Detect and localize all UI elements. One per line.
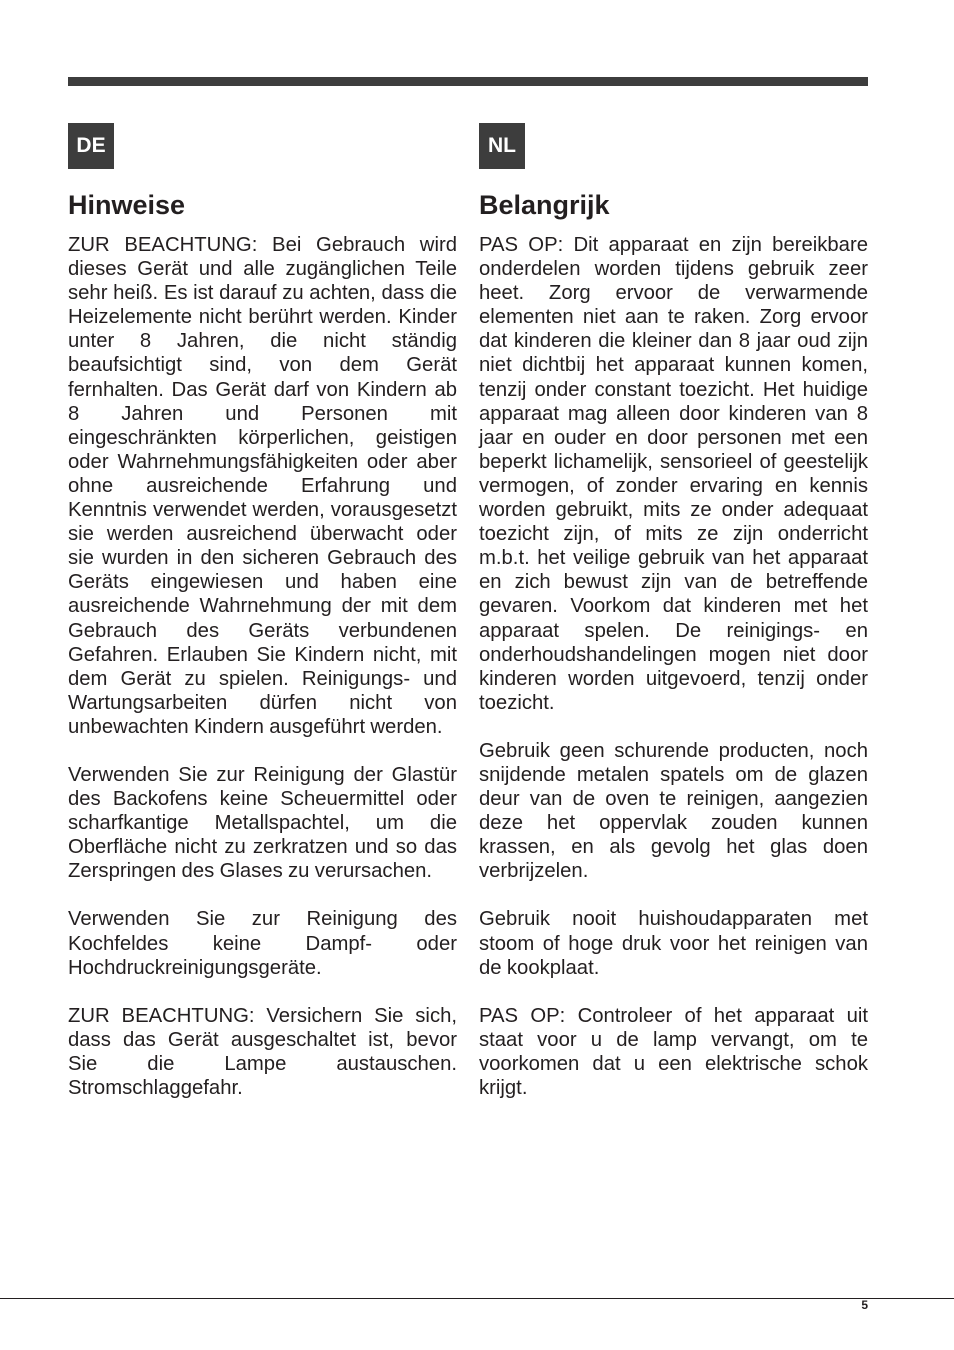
paragraph-de-warning: ZUR BEACHTUNG: Bei Gebrauch wird dieses Gerät und alle zugänglichen Teile sehr heiß. Es ist darauf zu achten, dass die Heizelemente nicht berührt werden. Kinder unter 8 Jahren, die nicht ständig beaufsichtigt sind, von dem Gerät fernhalten. Das Gerät darf von Kindern ab 8 Jahren und Personen mit eingeschränkten körperlichen, geistigen oder Wahrnehmungsfähigkeiten oder aber ohne ausreichende Erfahrung und Kenntnis verwendet werden, vorausgesetzt sie werden ausreichend überwacht oder sie wurden in den sicheren Gebrauch des Geräts eingewiesen und haben eine ausreichende Wahrnehmung der mit dem Gebrauch des Geräts verbundenen Gefahren. Erlauben Sie Kindern nicht, mit dem Gerät zu spielen. Reinigungs- und Wartungsarbeiten dürfen nicht von unbewachten Kindern ausgeführt werden. [68,234,457,738]
paragraph-de-glass-cleaning: Verwenden Sie zur Reinigung der Glastür des Backofens keine Scheuermittel oder scharfkantige Metallspachtel, um die Oberfläche nicht zu zerkratzen und so das Zerspringen des Glases zu verursachen. [68,763,457,883]
paragraph-nl-hob-cleaning: Gebruik nooit huishoudapparaten met stoom of hoge druk voor het reinigen van de kookplaat. [479,908,868,979]
paragraph-de-hob-cleaning: Verwenden Sie zur Reinigung des Kochfeldes keine Dampf- oder Hochdruckreinigungsgeräte. [68,908,457,979]
paragraph-nl-glass-cleaning: Gebruik geen schurende producten, noch snijdende metalen spatels om de glazen deur van de oven te reinigen, aangezien deze het oppervlak zouden kunnen krassen, en als gevolg het glas doen verbrijzelen. [479,739,868,883]
language-badge-nl: NL [479,123,525,169]
paragraph-nl-lamp: PAS OP: Controleer of het apparaat uit staat voor u de lamp vervangt, om te voorkomen dat u een elektrische schok krijgt. [479,1004,868,1099]
column-de [68,123,457,1124]
paragraphs-de [68,233,457,1100]
language-badge-de: DE [68,123,114,169]
paragraphs-nl [479,233,868,1100]
top-rule [68,77,868,86]
section-title-nl: Belangrijk [479,190,610,220]
paragraph-nl-warning: PAS OP: Dit apparaat en zijn bereikbare onderdelen worden tijdens gebruik zeer heet. Zorg ervoor de verwarmende elementen niet aan te raken. Zorg ervoor dat kinderen die kleiner dan 8 jaar oud zijn niet dichtbij het apparaat kunnen komen, tenzij onder constant toezicht. Het huidige apparaat mag alleen door kinderen van 8 jaar en ouder en door personen met een beperkt lichamelijk, sensorieel of geestelijk vermogen, of zonder ervaring en kennis worden gebruikt, mits ze onder adequaat toezicht zijn, of mits ze zijn onderricht m.b.t. het veilige gebruik van het apparaat en zich bewust zijn van de betreffende gevaren. Voorkom dat kinderen met het apparaat spelen. De reinigings- en onderhoudshandelingen mogen niet door kinderen worden uitgevoerd, tenzij onder toezicht. [479,234,868,714]
column-nl [479,123,868,1124]
bottom-rule [0,1298,954,1299]
section-title-de: Hinweise [68,190,186,220]
paragraph-de-lamp: ZUR BEACHTUNG: Versichern Sie sich, dass das Gerät ausgeschaltet ist, bevor Sie die Lampe austauschen. Stromschlaggefahr. [68,1004,457,1099]
page-number: 5 [861,1298,868,1312]
